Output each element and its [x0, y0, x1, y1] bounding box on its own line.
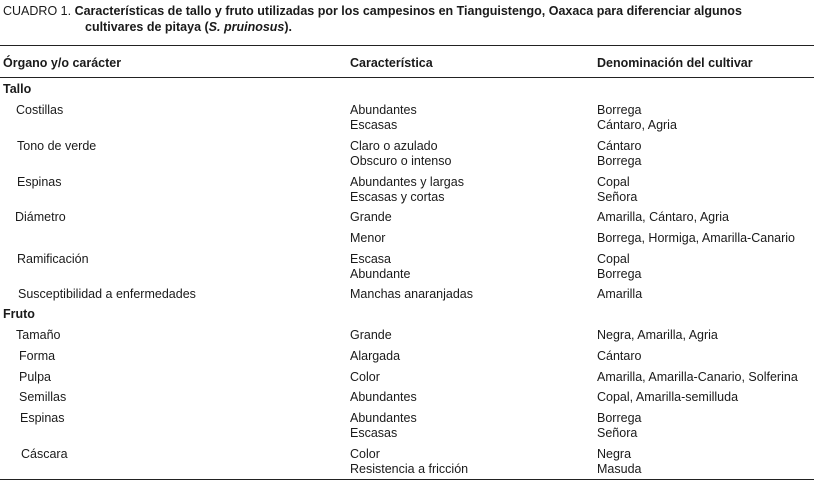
row-cultivar: Cántaro — [597, 139, 642, 153]
row-feature: Grande — [350, 328, 392, 342]
row-cultivar: Copal — [597, 252, 630, 266]
row-feature: Abundantes — [350, 390, 417, 404]
row-feature: Claro o azulado — [350, 139, 438, 153]
row-feature: Manchas anaranjadas — [350, 287, 473, 301]
header-organ: Órgano y/o carácter — [3, 56, 122, 70]
row-cultivar: Negra, Amarilla, Agria — [597, 328, 718, 342]
row-cultivar: Amarilla, Cántaro, Agria — [597, 210, 730, 224]
row-feature: Color — [350, 447, 380, 461]
row-cultivar: Copal — [597, 175, 630, 189]
row-feature: Abundantes — [350, 103, 417, 117]
row-feature: Abundantes y largas — [350, 175, 464, 189]
row-cultivar: Amarilla — [597, 287, 643, 301]
row-cultivar: Borrega — [597, 411, 642, 425]
caption-label: CUADRO 1. — [3, 4, 72, 18]
header-cultivar: Denominación del cultivar — [597, 56, 753, 70]
row-cultivar: Masuda — [597, 462, 642, 476]
row-feature: Escasas — [350, 118, 398, 132]
row-cultivar: Borrega — [597, 154, 642, 168]
row-organ: Susceptibilidad a enfermedades — [18, 287, 196, 301]
table-caption — [3, 3, 811, 35]
table-bottom-rule — [0, 479, 814, 480]
row-feature: Escasas — [350, 426, 398, 440]
row-organ: Pulpa — [19, 370, 51, 384]
row-cultivar: Cántaro — [597, 349, 642, 363]
caption-species: S. pruinosus — [208, 20, 285, 34]
row-feature: Menor — [350, 231, 386, 245]
caption-title-line1: Características de tallo y fruto utilizadas por los campesinos en Tianguistengo, Oaxaca para diferenciar algunos — [74, 4, 742, 18]
row-feature: Obscuro o intenso — [350, 154, 452, 168]
row-cultivar: Señora — [597, 426, 638, 440]
row-feature: Resistencia a fricción — [350, 462, 469, 476]
row-feature: Escasa — [350, 252, 391, 266]
row-organ: Costillas — [16, 103, 64, 117]
header-feature: Característica — [350, 56, 433, 70]
row-organ: Semillas — [19, 390, 67, 404]
row-cultivar: Negra — [597, 447, 632, 461]
row-cultivar: Borrega — [597, 267, 642, 281]
row-cultivar: Copal, Amarilla-semilluda — [597, 390, 739, 404]
row-organ: Ramificación — [17, 252, 89, 266]
row-organ: Cáscara — [21, 447, 68, 461]
section-tallo: Tallo — [3, 82, 32, 96]
row-organ: Forma — [19, 349, 56, 363]
row-cultivar: Cántaro, Agria — [597, 118, 677, 132]
row-cultivar: Señora — [597, 190, 638, 204]
caption-line2-pre: cultivares de pitaya ( — [85, 20, 209, 34]
row-organ: Tono de verde — [17, 139, 97, 153]
row-cultivar: Borrega, Hormiga, Amarilla-Canario — [597, 231, 795, 245]
row-organ: Diámetro — [15, 210, 66, 224]
table-header-rule — [0, 77, 814, 78]
row-feature: Escasas y cortas — [350, 190, 445, 204]
row-organ: Espinas — [17, 175, 62, 189]
row-feature: Grande — [350, 210, 392, 224]
row-organ: Espinas — [20, 411, 65, 425]
row-feature: Color — [350, 370, 380, 384]
caption-line2-post: ). — [284, 20, 293, 34]
row-feature: Alargada — [350, 349, 401, 363]
row-feature: Abundante — [350, 267, 411, 281]
row-organ: Tamaño — [16, 328, 61, 342]
row-feature: Abundantes — [350, 411, 417, 425]
table-top-rule — [0, 45, 814, 46]
caption-title-line2 — [3, 19, 811, 35]
section-fruto: Fruto — [3, 307, 35, 321]
row-cultivar: Amarilla, Amarilla-Canario, Solferina — [597, 370, 798, 384]
row-cultivar: Borrega — [597, 103, 642, 117]
